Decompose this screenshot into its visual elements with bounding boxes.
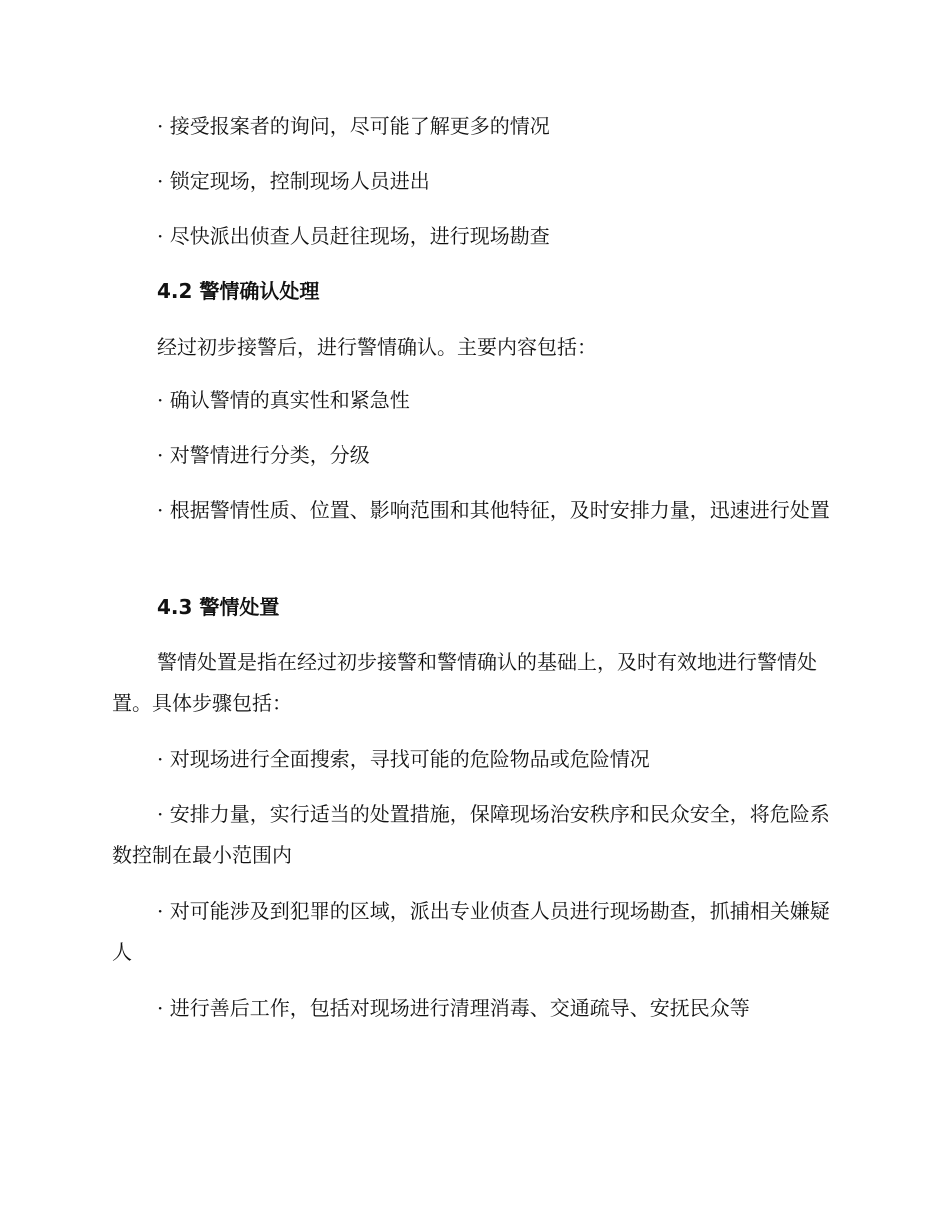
bullet-item: · 对可能涉及到犯罪的区域，派出专业侦查人员进行现场勘查，抓捕相关嫌疑人 bbox=[112, 899, 830, 964]
body-paragraph: 经过初步接警后，进行警情确认。主要内容包括： bbox=[157, 335, 597, 359]
bullet-item: · 进行善后工作，包括对现场进行清理消毒、交通疏导、安抚民众等 bbox=[157, 996, 750, 1020]
bullet-item: · 根据警情性质、位置、影响范围和其他特征，及时安排力量，迅速进行处置 bbox=[157, 498, 830, 522]
bullet-item: · 对现场进行全面搜索，寻找可能的危险物品或危险情况 bbox=[157, 747, 650, 771]
bullet-item: · 锁定现场，控制现场人员进出 bbox=[157, 169, 430, 193]
bullet-item: · 尽快派出侦查人员赶往现场，进行现场勘查 bbox=[157, 224, 550, 248]
section-heading-4-3: 4.3 警情处置 bbox=[157, 595, 280, 619]
bullet-item: · 安排力量，实行适当的处置措施，保障现场治安秩序和民众安全，将危险系数控制在最小范围内 bbox=[112, 802, 830, 867]
bullet-item: · 确认警情的真实性和紧急性 bbox=[157, 388, 410, 412]
bullet-item: · 对警情进行分类，分级 bbox=[157, 443, 370, 467]
section-heading-4-2: 4.2 警情确认处理 bbox=[157, 279, 320, 303]
bullet-item: · 接受报案者的询问，尽可能了解更多的情况 bbox=[157, 114, 550, 138]
body-paragraph: 警情处置是指在经过初步接警和警情确认的基础上，及时有效地进行警情处置。具体步骤包括： bbox=[112, 650, 817, 715]
